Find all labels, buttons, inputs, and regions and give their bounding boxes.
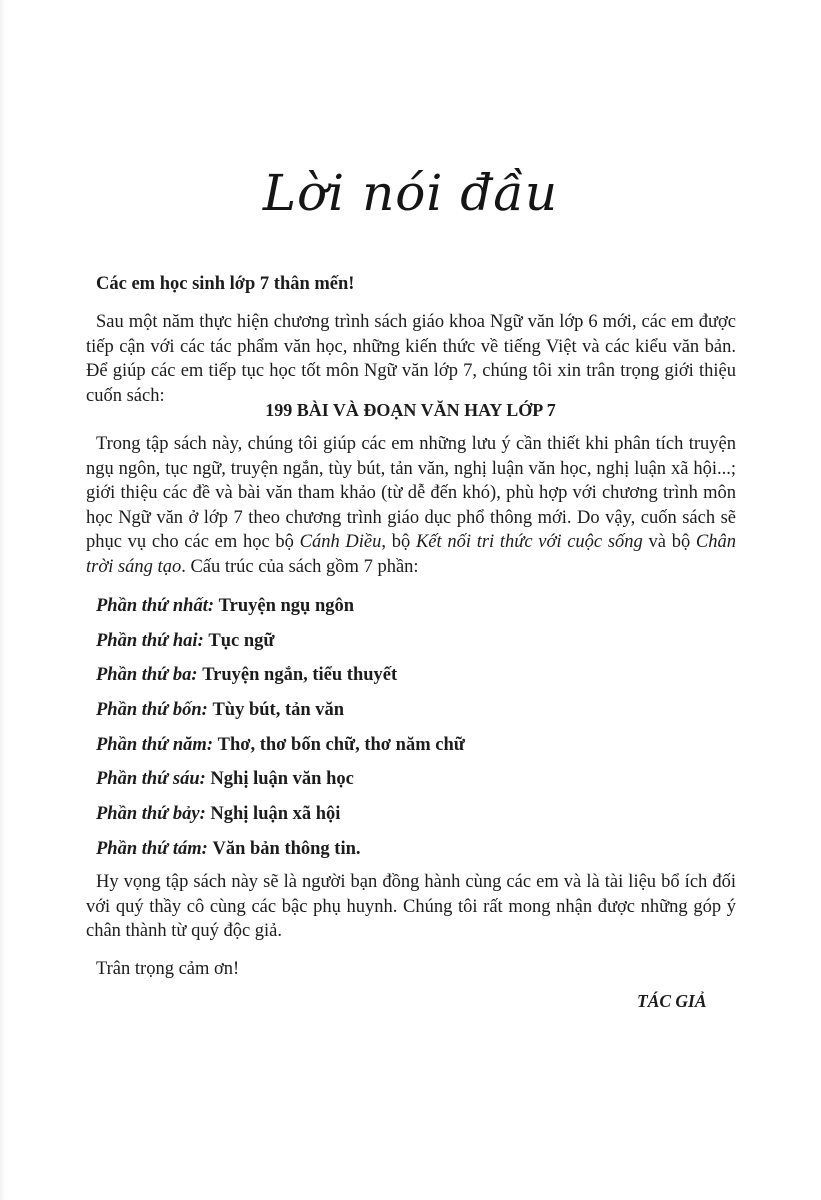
list-item — [96, 733, 465, 768]
part-label: Phần thứ tám: — [96, 838, 208, 859]
part-name: Nghị luận xã hội — [210, 804, 341, 825]
book-title: 199 BÀI VÀ ĐOẠN VĂN HAY LỚP 7 — [265, 400, 556, 420]
description-sep-2: và bộ — [642, 532, 696, 552]
part-label: Phần thứ bảy: — [96, 804, 206, 825]
series-ket-noi: Kết nối tri thức với cuộc sống — [415, 532, 643, 552]
part-label: Phần thứ năm: — [96, 734, 213, 755]
part-name: Tục ngữ — [208, 630, 275, 651]
intro-paragraph: Sau một năm thực hiện chương trình sách giáo khoa Ngữ văn lớp 6 mới, các em được tiếp cận với các tác phẩm văn học, những kiến thức về tiếng Việt và các kiểu văn bản. Để giúp các em tiếp tục học tốt môn Ngữ văn lớp 7, chúng tôi xin trân trọng giới thiệu cuốn sách: — [86, 312, 736, 406]
part-label: Phần thứ hai: — [96, 630, 204, 651]
series-chan-troi: Chân trời sáng tạo — [86, 532, 737, 577]
description-text-1: Trong tập sách này, chúng tôi giúp các em những lưu ý cần thiết khi phân tích truyện ngụ ngôn, tục ngữ, truyện ngắn, tùy bút, tản văn, nghị luận văn học, nghị luận xã hội...; giới thiệu các đề và bài văn tham khảo (từ dễ đến khó), phù hợp với chương trình môn học Ngữ văn ở lớp 7 theo chương trình giáo dục phổ thông mới. Do vậy, cuốn sách sẽ phục vụ cho các em học bộ — [86, 434, 736, 552]
part-name: Truyện ngắn, tiểu thuyết — [202, 665, 398, 686]
list-item — [96, 594, 465, 629]
list-item — [96, 802, 465, 837]
greeting: Các em học sinh lớp 7 thân mến! — [96, 274, 355, 294]
part-name: Nghị luận văn học — [210, 769, 354, 790]
part-name: Truyện ngụ ngôn — [218, 596, 355, 616]
part-label: Phần thứ bốn: — [96, 700, 208, 721]
parts-list — [96, 594, 465, 872]
series-canh-dieu: Cánh Diều — [299, 532, 382, 552]
list-item — [96, 767, 465, 802]
description-text-2: . Cấu trúc của sách gồm 7 phần: — [181, 556, 419, 577]
part-label: Phần thứ nhất: — [96, 596, 215, 616]
list-item — [96, 629, 465, 664]
list-item — [96, 663, 465, 698]
part-label: Phần thứ sáu: — [96, 769, 206, 790]
list-item — [96, 698, 465, 733]
list-item — [96, 837, 465, 872]
description-paragraph — [86, 432, 736, 579]
thanks-line: Trân trọng cảm ơn! — [96, 959, 240, 979]
part-name: Tùy bút, tản văn — [212, 700, 345, 721]
description-sep-1: , bộ — [381, 532, 416, 552]
closing-paragraph: Hy vọng tập sách này sẽ là người bạn đồng hành cùng các em và là tài liệu bổ ích đối với quý thầy cô cùng các bậc phụ huynh. Chúng tôi rất mong nhận được những góp ý chân thành từ quý độc giả. — [86, 872, 736, 941]
part-name: Văn bản thông tin. — [212, 838, 361, 859]
page-title: Lời nói đầu — [262, 164, 559, 222]
author-signature: TÁC GIẢ — [637, 991, 707, 1011]
part-name: Thơ, thơ bốn chữ, thơ năm chữ — [217, 734, 465, 755]
part-label: Phần thứ ba: — [96, 665, 198, 686]
